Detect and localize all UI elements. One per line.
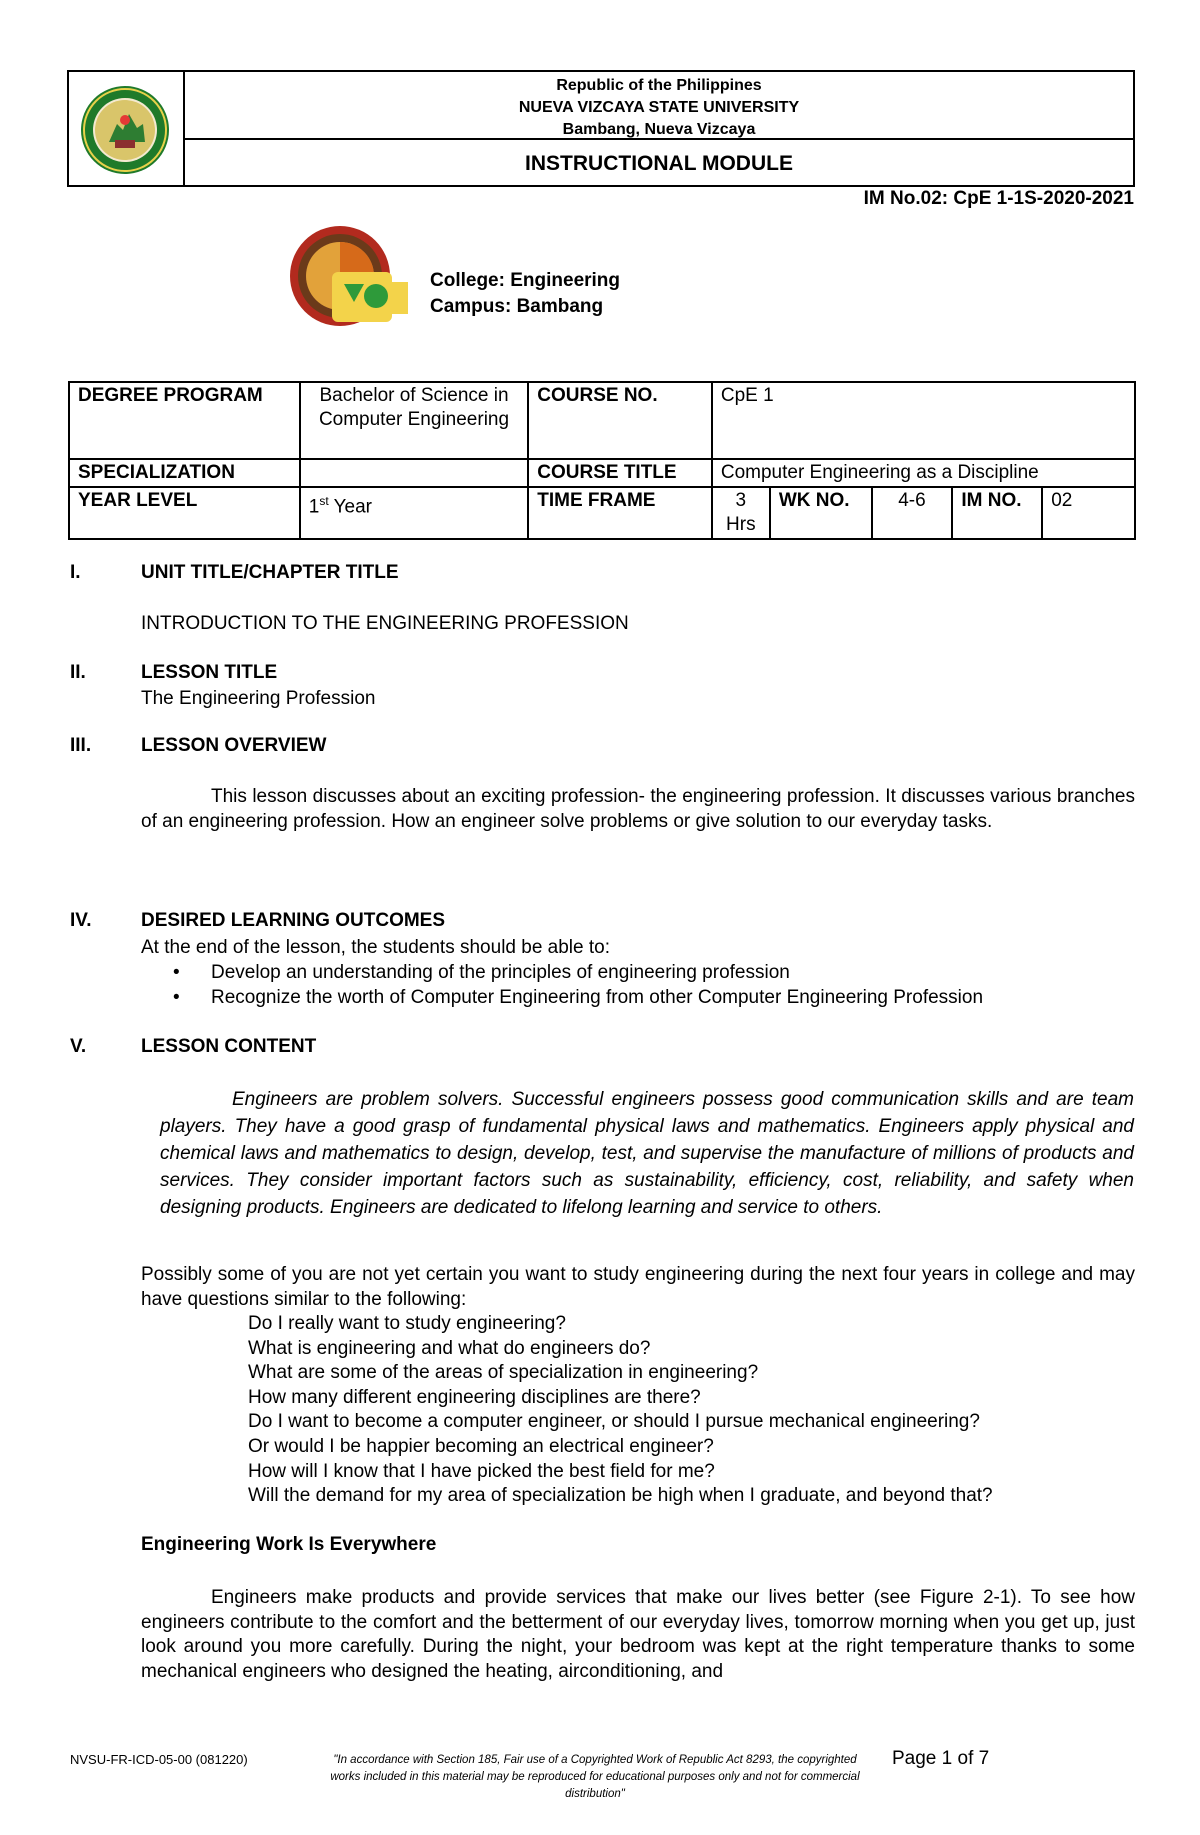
college-engineering-logo	[284, 222, 414, 334]
course-title-value: Computer Engineering as a Discipline	[712, 459, 1135, 487]
university-seal-logo	[79, 84, 171, 176]
list-item: What is engineering and what do engineers do?	[248, 1337, 651, 1359]
course-title-label: COURSE TITLE	[528, 459, 712, 487]
course-info-table	[68, 381, 1136, 540]
intro-paragraph: Possibly some of you are not yet certain you want to study engineering during the next four years in college and may have questions similar to the following:	[141, 1264, 1135, 1310]
college-line: College: Engineering	[430, 270, 621, 291]
questions-list	[248, 1312, 993, 1509]
list-item: Do I want to become a computer engineer, or should I pursue mechanical engineering?	[248, 1411, 980, 1433]
seal-cell	[69, 72, 185, 185]
outcome-text: Develop an understanding of the principles of engineering profession	[211, 962, 790, 983]
im-number: IM No.02: CpE 1-1S-2020-2021	[863, 188, 1134, 209]
engineering-work-paragraph: Engineers make products and provide services that make our lives better (see Figure 2-1). To see how engineers contribute to the comfort and the betterment of our everyday lives, tomorrow morning when you get up, just look around you more carefully. During the night, your bedroom was kept at the right temperature thanks to some mechanical engineers who designed the heating, airconditioning, and	[141, 1587, 1135, 1682]
document-header	[67, 70, 1135, 187]
year-number: 1	[308, 496, 320, 518]
lesson-title-text: The Engineering Profession	[141, 688, 376, 709]
section-2-number: II.	[70, 662, 86, 683]
degree-value: Bachelor of Science in Computer Engineering	[300, 382, 529, 459]
outcomes-list	[141, 960, 983, 1010]
year-level-value	[300, 487, 529, 539]
table-row	[69, 487, 1135, 539]
outcomes-intro: At the end of the lesson, the students should be able to:	[141, 937, 610, 958]
campus-line: Campus: Bambang	[430, 296, 604, 317]
year-suffix: st	[319, 494, 329, 508]
bullet-icon: •	[173, 987, 180, 1008]
list-item: Will the demand for my area of specialization be high when I graduate, and beyond that?	[248, 1485, 993, 1507]
university-name: NUEVA VIZCAYA STATE UNIVERSITY	[518, 99, 800, 116]
copyright-note: "In accordance with Section 185, Fair use of a Copyrighted Work of Republic Act 8293, the copyrighted works included in this material may be reproduced for educational purposes only and not for commercial distribution"	[330, 1754, 860, 1800]
course-no-label: COURSE NO.	[528, 382, 712, 459]
section-5-number: V.	[70, 1036, 87, 1057]
list-item: What are some of the areas of specialization in engineering?	[248, 1362, 759, 1384]
im-no-value: 02	[1042, 487, 1135, 539]
specialization-label: SPECIALIZATION	[69, 459, 300, 487]
section-5-heading: LESSON CONTENT	[141, 1036, 317, 1057]
year-word: Year	[328, 496, 372, 518]
wk-no-value: 4-6	[872, 487, 953, 539]
section-2-heading: LESSON TITLE	[141, 662, 278, 683]
list-item	[141, 985, 983, 1010]
module-title: INSTRUCTIONAL MODULE	[525, 152, 793, 175]
section-3-number: III.	[70, 735, 92, 756]
im-no-label: IM NO.	[952, 487, 1042, 539]
specialization-value	[300, 459, 529, 487]
degree-label: DEGREE PROGRAM	[69, 382, 300, 459]
list-item: How many different engineering disciplines are there?	[248, 1386, 701, 1408]
list-item: Do I really want to study engineering?	[248, 1313, 566, 1334]
time-frame-label: TIME FRAME	[528, 487, 712, 539]
section-1-heading: UNIT TITLE/CHAPTER TITLE	[141, 562, 399, 583]
lesson-overview-text: This lesson discusses about an exciting profession- the engineering profession. It discusses various branches of an engineering profession. How an engineer solve problems or give solution to our everyday tasks.	[141, 786, 1135, 832]
page-number: Page 1 of 7	[892, 1748, 990, 1769]
year-level-label: YEAR LEVEL	[69, 487, 300, 539]
outcome-text: Recognize the worth of Computer Engineering from other Computer Engineering Profession	[211, 987, 984, 1008]
course-no-value: CpE 1	[712, 382, 1135, 459]
engineers-quote: Engineers are problem solvers. Successful engineers possess good communication skills and are team players. They have a good grasp of fundamental physical laws and mathematics. Engineers apply physical and chemical laws and mathematics to design, develop, test, and supervise the manufacture of millions of products and services. They consider important factors such as sustainability, efficiency, cost, reliability, and safety when designing products. Engineers are dedicated to lifelong learning and service to others.	[160, 1089, 1134, 1218]
list-item: How will I know that I have picked the best field for me?	[248, 1460, 715, 1482]
section-4-heading: DESIRED LEARNING OUTCOMES	[141, 910, 446, 931]
time-frame-value: 3 Hrs	[712, 487, 770, 539]
university-block	[185, 72, 1133, 140]
university-location: Bambang, Nueva Vizcaya	[562, 121, 756, 138]
college-campus-block	[430, 268, 620, 320]
wk-no-label: WK NO.	[770, 487, 872, 539]
section-4-number: IV.	[70, 910, 92, 931]
list-item: Or would I be happier becoming an electrical engineer?	[248, 1435, 714, 1457]
form-code: NVSU-FR-ICD-05-00 (081220)	[70, 1752, 248, 1767]
list-item	[141, 960, 983, 985]
section-3-heading: LESSON OVERVIEW	[141, 735, 327, 756]
bullet-icon: •	[173, 962, 180, 983]
republic-line: Republic of the Philippines	[556, 77, 762, 94]
table-row	[69, 382, 1135, 459]
unit-title-text: INTRODUCTION TO THE ENGINEERING PROFESSION	[141, 613, 629, 634]
section-1-number: I.	[70, 562, 81, 583]
table-row	[69, 459, 1135, 487]
subsection-heading: Engineering Work Is Everywhere	[141, 1534, 437, 1555]
